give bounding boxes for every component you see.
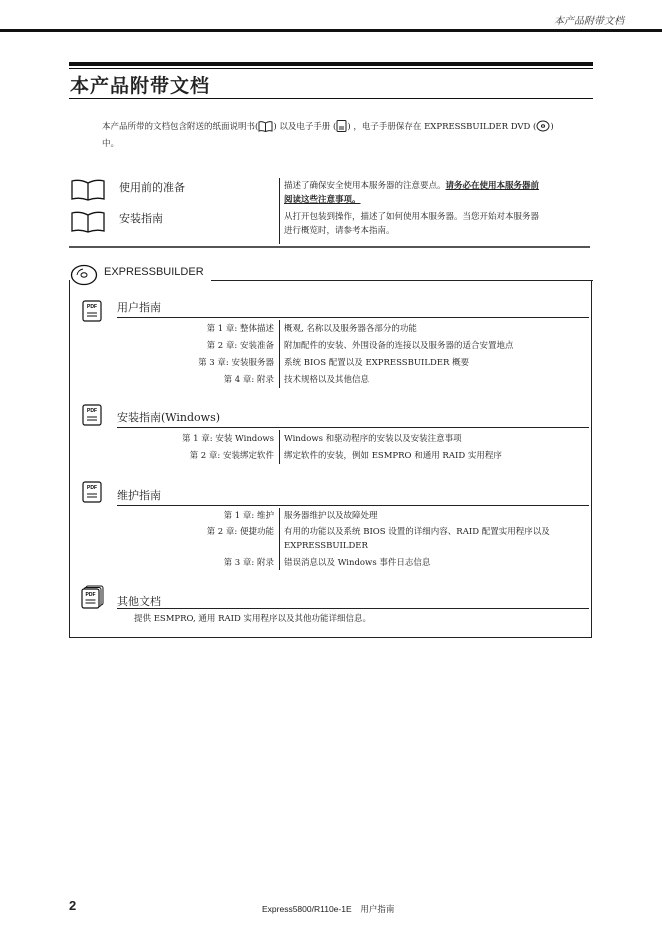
manual-title: 安装指南(Windows) — [117, 411, 221, 424]
page-number: 2 — [69, 898, 77, 913]
svg-text:PDF: PDF — [85, 592, 96, 598]
footer-guide-name: 用户指南 — [360, 905, 395, 915]
dvd-label: EXPRESSBUILDER — [104, 266, 204, 278]
pdf-icon — [82, 300, 102, 322]
intro-text-d: ) — [550, 122, 554, 132]
chapter-row — [102, 339, 582, 355]
dvd-box-top-rule — [211, 280, 593, 281]
chapter-desc: 绑定软件的安装，例如 ESMPRO 和通用 RAID 实用程序 — [284, 451, 502, 461]
chapter-label: 第 3 章: 安装服务器 — [198, 358, 274, 368]
printed-doc-title: 安装指南 — [119, 212, 163, 225]
book-icon — [258, 121, 273, 132]
desc-text: 描述了确保安全使用本服务器的注意要点。 — [284, 181, 446, 191]
header-rule — [0, 29, 662, 32]
chapter-label: 第 1 章: 维护 — [223, 511, 274, 521]
book-icon — [71, 179, 105, 201]
chapter-label: 第 2 章: 安装准备 — [206, 341, 274, 351]
chapter-desc: 概观, 名称以及服务器各部分的功能 — [284, 324, 417, 334]
chapter-row — [102, 526, 582, 556]
printed-doc-row — [69, 208, 590, 240]
svg-text:PDF: PDF — [87, 485, 97, 491]
manual-note: 提供 ESMPRO, 通用 RAID 实用程序以及其他功能详细信息。 — [134, 614, 372, 624]
chapter-row — [102, 356, 582, 372]
footer-model-name: Express5800/R110e-1E — [262, 904, 352, 914]
printed-doc-title: 使用前的准备 — [119, 181, 185, 194]
chapter-label: 第 2 章: 安装绑定软件 — [189, 451, 274, 461]
chapter-desc: 有用的功能以及系统 BIOS 设置的详细内容、RAID 配置实用程序以及 — [284, 527, 550, 537]
pdf-icon — [82, 404, 102, 426]
intro-text-line2: 中。 — [102, 139, 120, 149]
chapter-label: 第 1 章: 安装 Windows — [181, 434, 274, 444]
desc-text: 进行概览时，请参考本指南。 — [284, 226, 395, 236]
title-rule-top-thin — [69, 68, 593, 69]
manual-title: 其他文档 — [117, 595, 161, 608]
title-rule-top — [69, 62, 593, 66]
chapter-row — [102, 432, 582, 448]
desc-warning: 阅读这些注意事项。 — [284, 195, 361, 205]
chapter-row — [102, 509, 582, 525]
manual-rule — [117, 317, 589, 318]
chapter-row — [102, 449, 582, 465]
chapter-label: 第 2 章: 便捷功能 — [206, 527, 274, 537]
dvd-small-icon — [536, 120, 550, 132]
pdf-stack-icon — [81, 585, 105, 609]
svg-text:PDF: PDF — [87, 304, 97, 310]
running-header: 本产品附带文档 — [554, 16, 624, 27]
chapter-desc: Windows 和驱动程序的安装以及安装注意事项 — [284, 434, 462, 444]
printed-docs-table — [69, 170, 590, 250]
chapter-label: 第 1 章: 整体描述 — [206, 324, 274, 334]
footer-model — [262, 903, 394, 915]
intro-text-a: 本产品所带的文档包含附送的纸面说明书( — [102, 122, 259, 132]
manual-title: 维护指南 — [117, 489, 161, 502]
chapter-desc: 错误消息以及 Windows 事件日志信息 — [284, 558, 431, 568]
svg-text:PDF: PDF — [87, 408, 97, 414]
chapter-desc: 技术规格以及其他信息 — [284, 375, 370, 385]
chapter-desc-continued: EXPRESSBUILDER — [284, 541, 368, 551]
printed-doc-row — [69, 176, 590, 206]
printed-doc-desc — [284, 210, 590, 238]
pdf-icon — [82, 481, 102, 503]
pdf-small-icon — [336, 120, 347, 132]
intro-paragraph — [102, 119, 602, 153]
chapter-desc: 服务器维护以及故障处理 — [284, 511, 378, 521]
chapter-desc: 系统 BIOS 配置以及 EXPRESSBUILDER 概要 — [284, 358, 470, 368]
chapter-row — [102, 373, 582, 389]
book-icon — [71, 211, 105, 233]
chapter-row — [102, 322, 582, 338]
desc-text: 从打开包装到操作，描述了如何使用本服务器。当您开始对本服务器 — [284, 212, 540, 222]
chapter-row — [102, 556, 582, 572]
chapter-label: 第 3 章: 附录 — [223, 558, 274, 568]
intro-text-b: ) 以及电子手册 ( — [273, 122, 337, 132]
chapter-label: 第 4 章: 附录 — [223, 375, 274, 385]
printed-bottom-rule — [69, 246, 590, 248]
printed-doc-desc — [284, 179, 590, 207]
intro-text-c: ) ，电子手册保存在 EXPRESSBUILDER DVD ( — [347, 122, 537, 132]
manual-rule — [117, 505, 589, 506]
chapter-desc: 附加配件的安装、外围设备的连接以及服务器的适合安置地点 — [284, 341, 514, 351]
manual-rule — [117, 427, 589, 428]
page-title: 本产品附带文档 — [70, 75, 211, 97]
desc-warning: 请务必在使用本服务器前 — [445, 181, 540, 191]
manual-title: 用户指南 — [117, 301, 161, 314]
title-rule-bottom — [69, 98, 593, 99]
manual-rule — [117, 608, 589, 609]
